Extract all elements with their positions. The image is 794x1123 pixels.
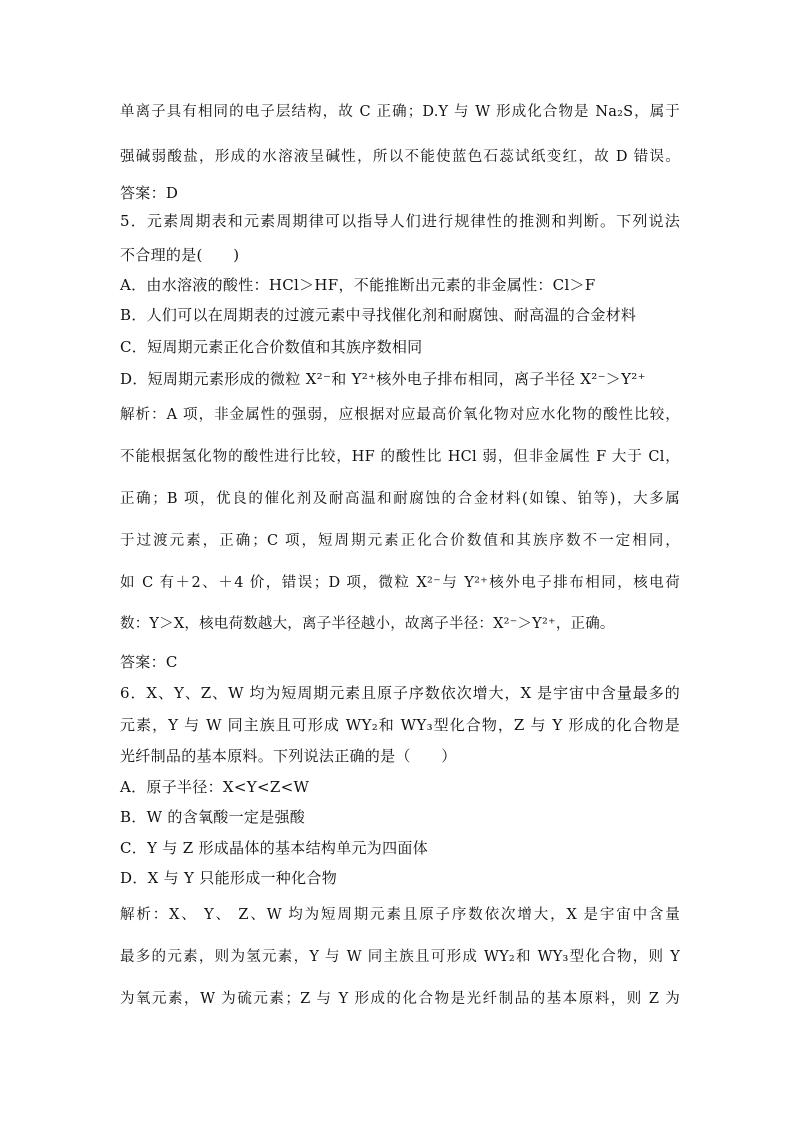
question-6-stem: 6．X、Y、Z、W 均为短周期元素且原子序数依次增大，X 是宇宙中含量最多的	[120, 684, 680, 702]
question-6-option-b: B．W 的含氧酸一定是强酸	[120, 808, 306, 826]
analysis-6-line-3: 为氧元素，W 为硫元素；Z 与 Y 形成的化合物是光纤制品的基本原料，则 Z 为	[120, 991, 680, 1007]
analysis-5-line-1: 解析：A 项，非金属性的强弱，应根据对应最高价氧化物对应水化物的酸性比较，	[120, 407, 680, 423]
question-6-option-d: D．X 与 Y 只能形成一种化合物	[120, 869, 338, 887]
answer-line-4: 答案：D	[120, 184, 179, 202]
question-5-option-c: C．短周期元素正化合价数值和其族序数相同	[120, 338, 423, 356]
text-line-2: 强碱弱酸盐，形成的水溶液呈碱性，所以不能使蓝色石蕊试纸变红，故 D 错误。	[120, 149, 680, 165]
analysis-5-line-6: 数：Y＞X，核电荷数越大，离子半径越小，故离子半径：X²⁻＞Y²⁺，正确。	[120, 616, 615, 632]
analysis-6-line-1: 解析：X、 Y、 Z、W 均为短周期元素且原子序数依次增大，X 是宇宙中含量	[120, 907, 680, 923]
question-5-stem: 5．元素周期表和元素周期律可以指导人们进行规律性的推测和判断。下列说法	[120, 212, 680, 230]
question-6-stem-cont-2: 光纤制品的基本原料。下列说法正确的是（ ）	[120, 747, 457, 765]
analysis-6-line-2: 最多的元素，则为氢元素，Y 与 W 同主族且可形成 WY₂和 WY₃型化合物，则 Y	[120, 949, 680, 965]
answer-line-5: 答案：C	[120, 653, 178, 671]
analysis-5-line-5: 如 C 有＋2、＋4 价，错误；D 项，微粒 X²⁻与 Y²⁺核外电子排布相同，核电荷	[120, 575, 680, 591]
question-6-option-c: C．Y 与 Z 形成晶体的基本结构单元为四面体	[120, 839, 429, 857]
question-5-stem-cont: 不合理的是( )	[120, 246, 240, 264]
text-line-1: 单离子具有相同的电子层结构，故 C 正确；D.Y 与 W 形成化合物是 Na₂S，属于	[120, 104, 680, 120]
question-5-option-a: A．由水溶液的酸性：HCl＞HF，不能推断出元素的非金属性：Cl＞F	[120, 276, 596, 294]
analysis-5-line-3: 正确；B 项，优良的催化剂及耐高温和耐腐蚀的合金材料(如镍、铂等)，大多属	[120, 491, 680, 507]
question-6-stem-cont-1: 元素，Y 与 W 同主族且可形成 WY₂和 WY₃型化合物，Z 与 Y 形成的化合物是	[120, 716, 680, 734]
question-6-option-a: A．原子半径：X<Y<Z<W	[120, 778, 310, 796]
question-5-option-d: D．短周期元素形成的微粒 X²⁻和 Y²⁺核外电子排布相同，离子半径 X²⁻＞Y²⁺	[120, 370, 646, 388]
analysis-5-line-2: 不能根据氢化物的酸性进行比较，HF 的酸性比 HCl 弱，但非金属性 F 大于 Cl，	[120, 449, 680, 465]
question-5-option-b: B．人们可以在周期表的过渡元素中寻找催化剂和耐腐蚀、耐高温的合金材料	[120, 306, 637, 324]
analysis-5-line-4: 于过渡元素，正确；C 项，短周期元素正化合价数值和其族序数不一定相同，	[120, 533, 680, 549]
